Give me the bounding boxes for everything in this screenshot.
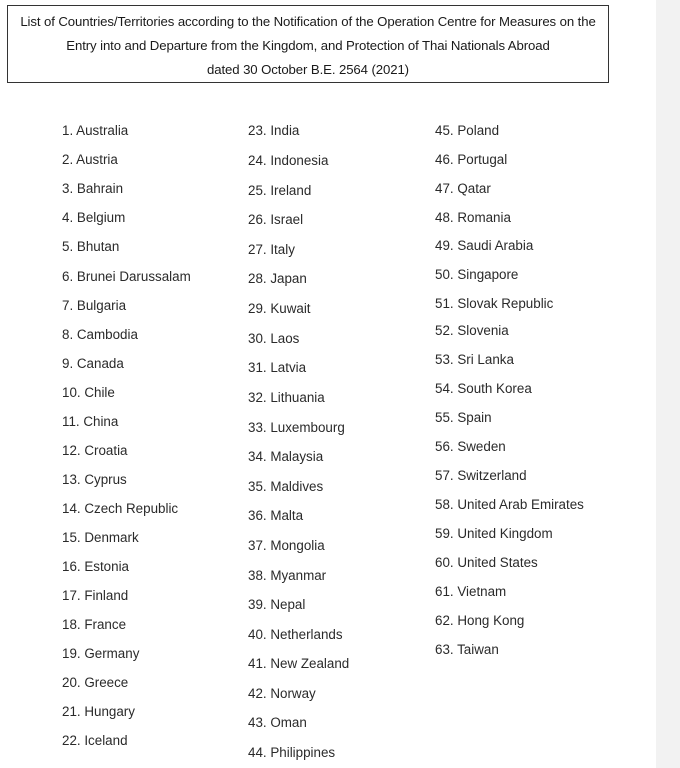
list-item: 8. Cambodia <box>62 327 138 342</box>
list-item: 40. Netherlands <box>248 627 343 642</box>
list-item: 48. Romania <box>435 210 511 225</box>
list-item: 43. Oman <box>248 715 307 730</box>
list-item: 22. Iceland <box>62 733 128 748</box>
list-item: 62. Hong Kong <box>435 613 525 628</box>
list-item: 44. Philippines <box>248 745 336 760</box>
header-line-1: List of Countries/Territories according to the Notification of the Operation Centre for Measures on the <box>20 14 596 29</box>
list-item: 23. India <box>248 123 300 138</box>
list-item: 49. Saudi Arabia <box>435 238 534 253</box>
document-header <box>7 5 609 83</box>
list-item: 28. Japan <box>248 271 307 286</box>
list-item: 59. United Kingdom <box>435 526 553 541</box>
list-item: 45. Poland <box>435 123 500 138</box>
list-item: 9. Canada <box>62 356 124 371</box>
list-item: 41. New Zealand <box>248 656 350 671</box>
list-item: 33. Luxembourg <box>248 420 345 435</box>
right-margin-strip <box>656 0 680 768</box>
list-item: 25. Ireland <box>248 183 312 198</box>
list-item: 20. Greece <box>62 675 129 690</box>
list-item: 63. Taiwan <box>435 642 499 657</box>
list-item: 4. Belgium <box>62 210 126 225</box>
list-item: 53. Sri Lanka <box>435 352 514 367</box>
list-item: 1. Australia <box>62 123 129 138</box>
list-item: 56. Sweden <box>435 439 506 454</box>
list-item: 24. Indonesia <box>248 153 329 168</box>
list-item: 55. Spain <box>435 410 492 425</box>
list-item: 27. Italy <box>248 242 295 257</box>
list-item: 11. China <box>62 414 119 429</box>
list-item: 7. Bulgaria <box>62 298 127 313</box>
list-item: 19. Germany <box>62 646 140 661</box>
list-item: 16. Estonia <box>62 559 129 574</box>
list-item: 18. France <box>62 617 127 632</box>
list-item: 36. Malta <box>248 508 304 523</box>
list-item: 42. Norway <box>248 686 316 701</box>
list-item: 38. Myanmar <box>248 568 327 583</box>
list-item: 34. Malaysia <box>248 449 324 464</box>
list-item: 26. Israel <box>248 212 304 227</box>
list-item: 13. Cyprus <box>62 472 127 487</box>
list-item: 5. Bhutan <box>62 239 120 254</box>
list-item: 54. South Korea <box>435 381 532 396</box>
list-item: 39. Nepal <box>248 597 306 612</box>
list-item: 31. Latvia <box>248 360 307 375</box>
list-item: 37. Mongolia <box>248 538 325 553</box>
list-item: 35. Maldives <box>248 479 324 494</box>
list-item: 14. Czech Republic <box>62 501 179 516</box>
header-line-2: Entry into and Departure from the Kingdom, and Protection of Thai Nationals Abroad <box>66 38 550 53</box>
list-item: 52. Slovenia <box>435 323 509 338</box>
list-item: 12. Croatia <box>62 443 128 458</box>
list-item: 32. Lithuania <box>248 390 325 405</box>
list-item: 2. Austria <box>62 152 118 167</box>
list-item: 15. Denmark <box>62 530 139 545</box>
list-item: 47. Qatar <box>435 181 491 196</box>
list-item: 51. Slovak Republic <box>435 296 554 311</box>
list-item: 46. Portugal <box>435 152 508 167</box>
list-item: 30. Laos <box>248 331 300 346</box>
list-item: 17. Finland <box>62 588 129 603</box>
list-item: 21. Hungary <box>62 704 135 719</box>
list-item: 61. Vietnam <box>435 584 507 599</box>
list-item: 50. Singapore <box>435 267 519 282</box>
list-item: 58. United Arab Emirates <box>435 497 584 512</box>
list-item: 3. Bahrain <box>62 181 124 196</box>
list-item: 10. Chile <box>62 385 115 400</box>
header-line-3: dated 30 October B.E. 2564 (2021) <box>207 62 409 77</box>
list-item: 29. Kuwait <box>248 301 311 316</box>
list-item: 60. United States <box>435 555 538 570</box>
list-item: 57. Switzerland <box>435 468 527 483</box>
list-item: 6. Brunei Darussalam <box>62 269 191 284</box>
